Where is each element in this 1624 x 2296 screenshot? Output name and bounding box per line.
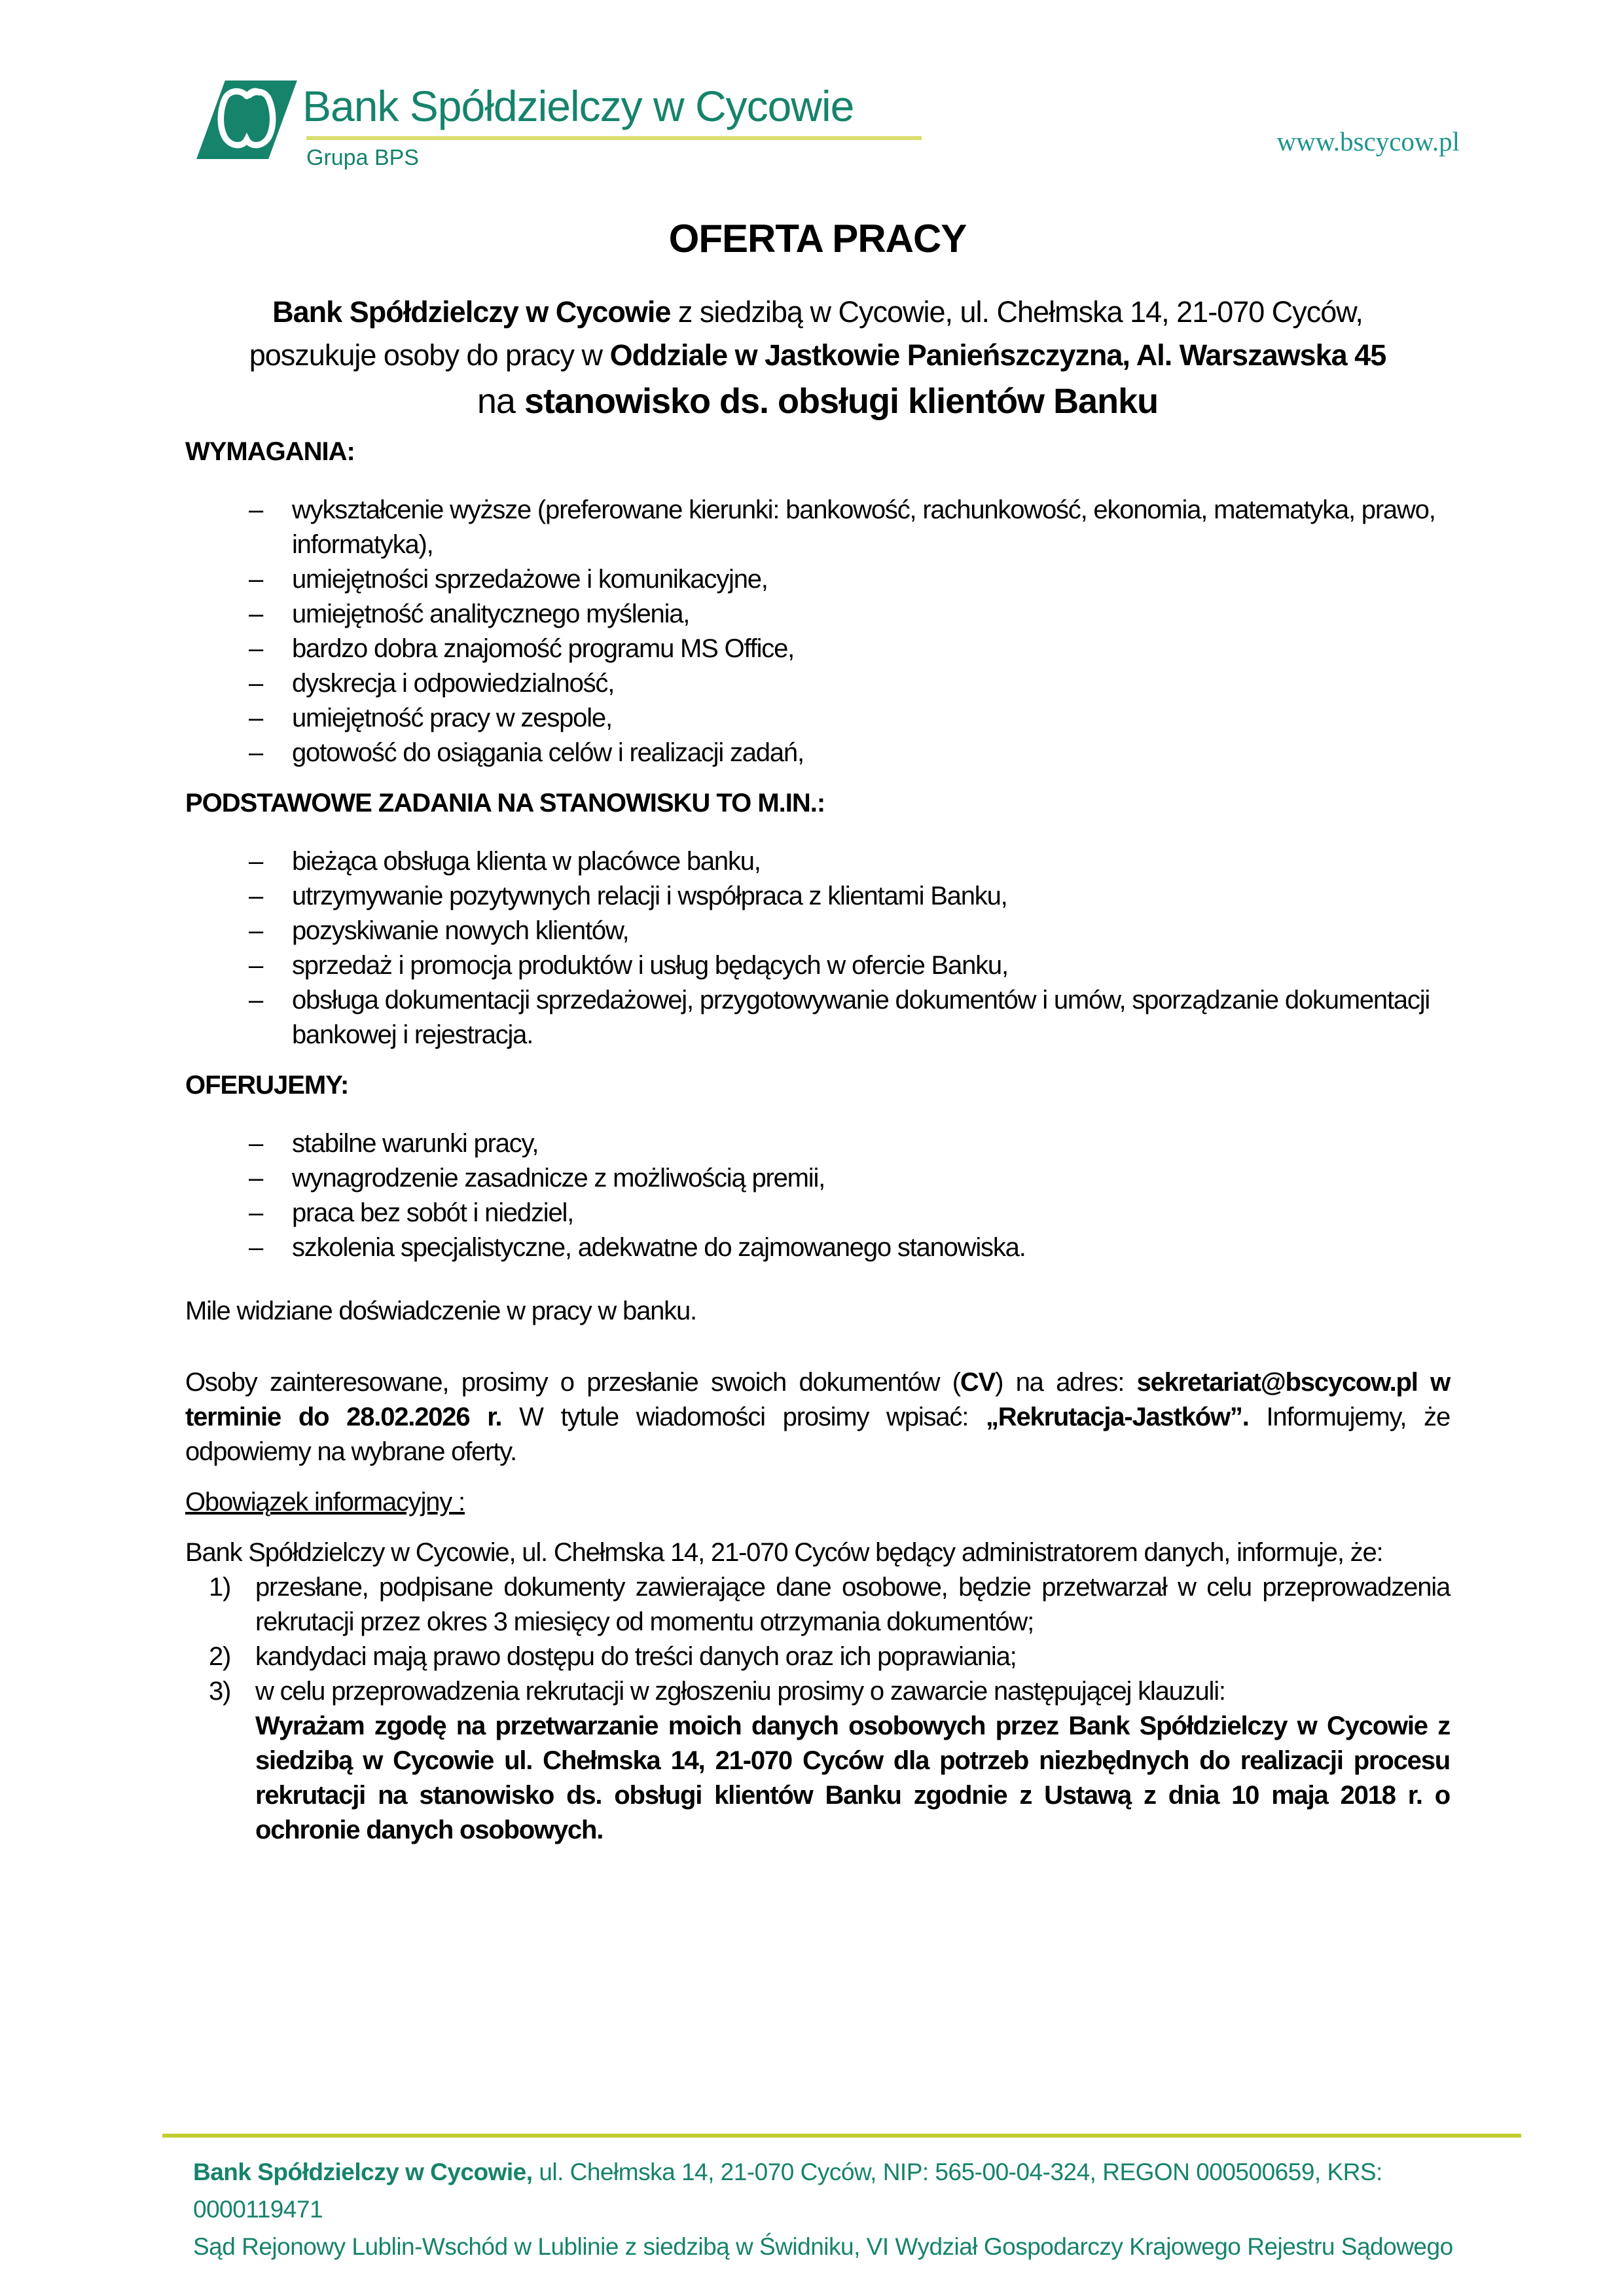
position-name: stanowisko ds. obsługi klientów Banku	[524, 382, 1159, 421]
list-marker: –	[249, 916, 263, 945]
list-marker: 2)	[209, 1642, 231, 1671]
list-item	[185, 1640, 1450, 1674]
intro-line-1	[185, 291, 1450, 334]
list-marker: –	[249, 1129, 263, 1158]
text-segment: Informujemy, że odpowiemy na wybrane oferty.	[185, 1403, 1450, 1466]
list-item-text: w celu przeprowadzenia rekrutacji w zgłoszeniu prosimy o zawarcie następującej klauzuli:	[255, 1677, 1225, 1706]
list-marker: –	[249, 704, 263, 732]
tasks-list	[185, 844, 1450, 1052]
list-item-text: przesłane, podpisane dokumenty zawierające dane osobowe, będzie przetwarzał w celu przeprowadzenia rekrutacji przez okres 3 miesięcy od momentu otrzymania dokumentów;	[255, 1573, 1450, 1636]
list-item	[185, 844, 1450, 879]
footer-line-2: Sąd Rejonowy Lublin-Wschód w Lublinie z siedzibą w Świdniku, VI Wydział Gospodarczy Krajowego Rejestru Sądowego	[193, 2233, 1453, 2260]
list-marker: –	[249, 986, 263, 1014]
intro-line-1-rest: z siedzibą w Cycowie, ul. Chełmska 14, 21-070 Cyców,	[670, 295, 1363, 329]
section-offer	[185, 1068, 1450, 1265]
list-item-text: sprzedaż i promocja produktów i usług będących w ofercie Banku,	[292, 951, 1008, 980]
list-item	[185, 562, 1450, 597]
list-item-text: obsługa dokumentacji sprzedażowej, przygotowywanie dokumentów i umów, sporządzanie dokumentacji bankowej i rejestracja.	[292, 986, 1430, 1049]
list-item	[185, 597, 1450, 632]
position-title	[185, 377, 1450, 425]
text-segment: sekretariat@bscycow.pl w terminie do 28.02.2026 r.	[185, 1368, 1450, 1431]
list-item-text: bardzo dobra znajomość programu MS Office,	[292, 634, 795, 663]
list-item-text: pozyskiwanie nowych klientów,	[292, 916, 629, 945]
list-item	[185, 666, 1450, 701]
consent-clause: Wyrażam zgodę na przetwarzanie moich danych osobowych przez Bank Spółdzielczy w Cycowie z siedzibą w Cycowie ul. Chełmska 14, 21-070 Cyców dla potrzeb niezbędnych do realizacji procesu rekrutacji na stanowisko ds. obsługi klientów Banku zgodnie z Ustawą z dnia 10 maja 2018 r. o ochronie danych osobowych.	[255, 1712, 1450, 1844]
footer	[193, 2153, 1502, 2265]
list-item-text: szkolenia specjalistyczne, adekwatne do zajmowanego stanowiska.	[292, 1233, 1026, 1262]
footer-bank-name: Bank Spółdzielczy w Cycowie,	[193, 2159, 533, 2185]
list-item-text: wykształcenie wyższe (preferowane kierunki: bankowość, rachunkowość, ekonomia, matematyka, prawo, informatyka),	[292, 495, 1435, 559]
info-obligation-heading	[185, 1485, 1450, 1520]
logo-group-label: Grupa BPS	[306, 145, 419, 170]
list-item	[185, 1570, 1450, 1640]
list-item	[185, 914, 1450, 948]
list-item-text: praca bez sobót i niedziel,	[292, 1198, 574, 1227]
section-heading-tasks: PODSTAWOWE ZADANIA NA STANOWISKU TO M.IN.:	[185, 789, 825, 817]
list-marker: –	[249, 847, 263, 876]
text-segment: ) na adres:	[995, 1368, 1137, 1397]
list-item	[185, 1196, 1450, 1230]
list-item	[185, 1126, 1450, 1161]
offer-list	[185, 1126, 1450, 1265]
list-item-text: stabilne warunki pracy,	[292, 1129, 539, 1158]
list-item-text: wynagrodzenie zasadnicze z możliwością premii,	[292, 1164, 825, 1193]
list-item	[185, 948, 1450, 983]
footer-line-1-rest: ul. Chełmska 14, 21-070 Cyców, NIP: 565-00-04-324, REGON 000500659, KRS: 0000119471	[193, 2159, 1382, 2223]
list-item-text: dyskrecja i odpowiedzialność,	[292, 669, 615, 698]
intro-line-2	[185, 334, 1450, 377]
list-marker: –	[249, 882, 263, 910]
list-item-text: gotowość do osiągania celów i realizacji zadań,	[292, 738, 804, 767]
list-item-text: kandydaci mają prawo dostępu do treści danych oraz ich poprawiania;	[255, 1642, 1017, 1671]
list-item-text: umiejętność analitycznego myślenia,	[292, 600, 690, 628]
list-item	[185, 701, 1450, 736]
list-marker: –	[249, 565, 263, 594]
list-item-text: utrzymywanie pozytywnych relacji i współpraca z klientami Banku,	[292, 882, 1007, 910]
page-title: OFERTA PRACY	[668, 217, 967, 260]
section-tasks	[185, 786, 1450, 1052]
list-item	[185, 1674, 1450, 1709]
list-item	[185, 879, 1450, 914]
list-item-text: bieżąca obsługa klienta w placówce banku,	[292, 847, 761, 876]
list-marker: 3)	[209, 1677, 231, 1706]
intro-bank-name: Bank Spółdzielczy w Cycowie	[272, 295, 671, 329]
requirements-list	[185, 493, 1450, 770]
intro-line-2-prefix: poszukuje osoby do pracy w	[249, 338, 610, 372]
text-segment: „Rekrutacja-Jastków”.	[985, 1403, 1249, 1431]
list-marker: –	[249, 951, 263, 980]
list-marker: –	[249, 600, 263, 628]
list-marker: –	[249, 1233, 263, 1262]
list-marker: –	[249, 1164, 263, 1193]
list-item	[185, 493, 1450, 562]
section-heading-requirements: WYMAGANIA:	[185, 437, 355, 466]
intro-branch-name: Oddziale w Jastkowie Panieńszczyzna, Al. Warszawska 45	[609, 338, 1386, 372]
website-url: www.bscycow.pl	[1276, 126, 1460, 156]
section-heading-offer: OFERUJEMY:	[185, 1071, 349, 1100]
info-obligation-label: Obowiązek informacyjny :	[185, 1488, 465, 1516]
list-item	[185, 632, 1450, 666]
section-requirements	[185, 435, 1450, 770]
list-item	[185, 1161, 1450, 1196]
list-item	[185, 1230, 1450, 1265]
position-prefix: na	[477, 382, 524, 421]
text-segment: CV	[960, 1368, 996, 1397]
footer-divider	[162, 2134, 1521, 2138]
list-marker: –	[249, 1198, 263, 1227]
logo-bank-name: Bank Spółdzielczy w Cycowie	[302, 82, 854, 130]
list-item-text: umiejętności sprzedażowe i komunikacyjne,	[292, 565, 768, 594]
text-segment: Osoby zainteresowane, prosimy o przesłanie swoich dokumentów (	[185, 1368, 960, 1397]
list-marker: –	[249, 669, 263, 698]
list-item	[185, 983, 1450, 1052]
list-marker: –	[249, 634, 263, 663]
text-segment: W tytule wiadomości prosimy wpisać:	[501, 1403, 986, 1431]
data-administrator-intro: Bank Spółdzielczy w Cycowie, ul. Chełmska 14, 21-070 Cyców będący administratorem danych, informuje, że:	[185, 1538, 1383, 1567]
list-marker: –	[249, 738, 263, 767]
document-body	[185, 0, 1450, 1848]
list-item	[185, 736, 1450, 770]
gdpr-numbered-list	[185, 1570, 1450, 1709]
list-marker: 1)	[209, 1573, 231, 1602]
list-marker: –	[249, 495, 263, 524]
application-paragraph	[185, 1365, 1450, 1469]
list-item-text: umiejętność pracy w zespole,	[292, 704, 612, 732]
footer-line-1	[193, 2153, 1502, 2228]
experience-note: Mile widziane doświadczenie w pracy w banku.	[185, 1297, 696, 1325]
